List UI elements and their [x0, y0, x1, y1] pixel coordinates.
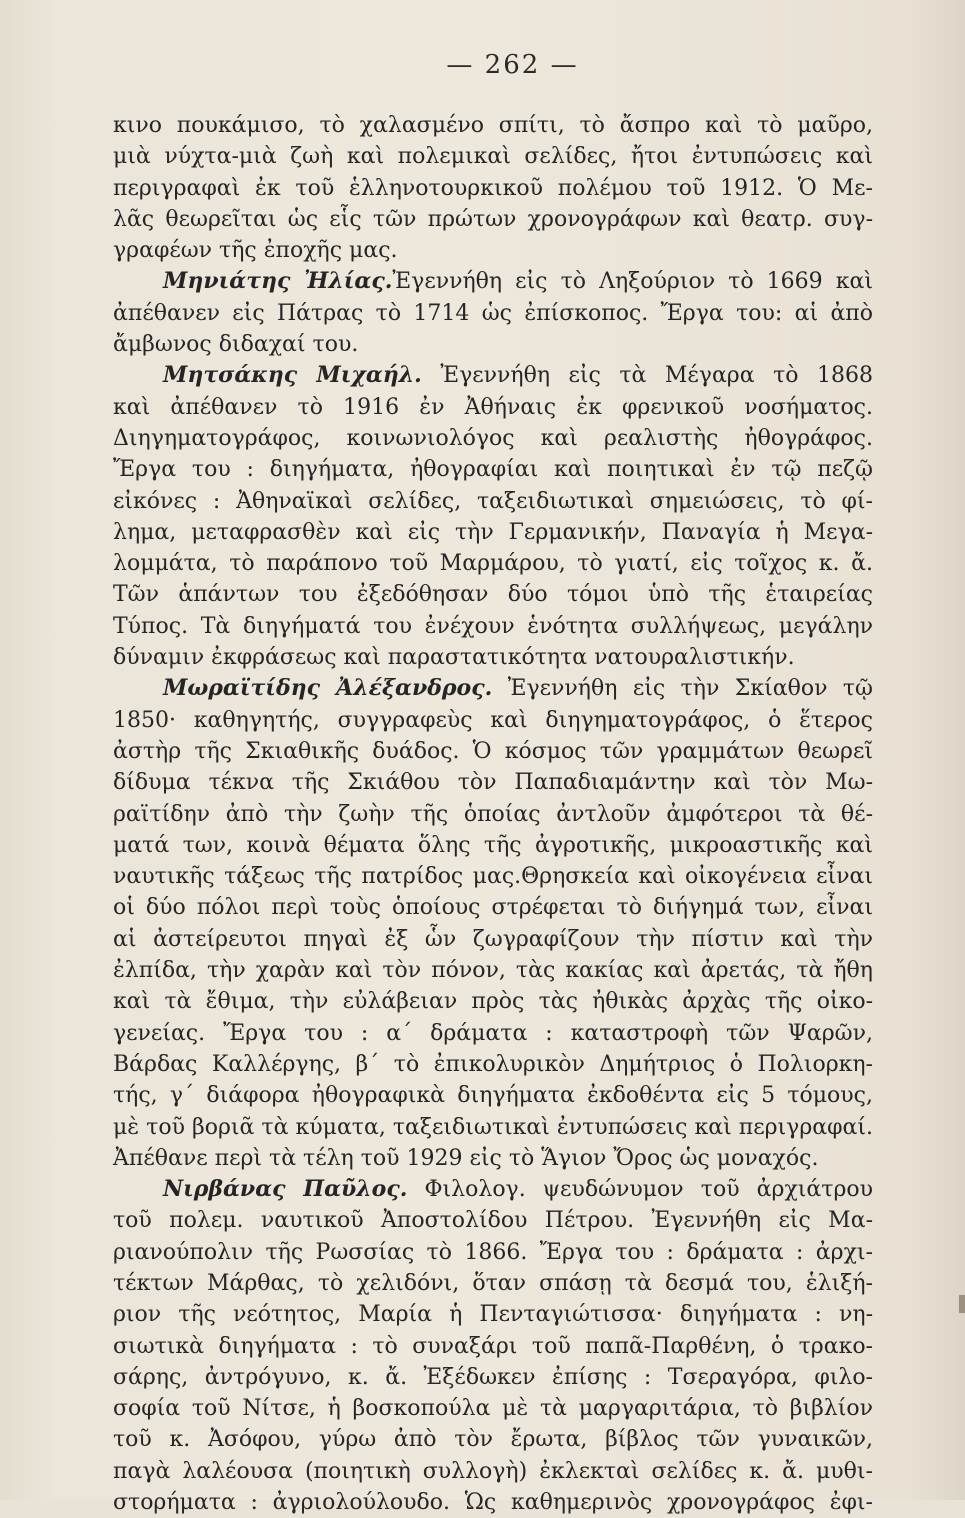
line-text: εἰκόνες : Ἀθηναϊκαὶ σελίδες, ταξειδιωτικαὶ σημειώσεις, τὸ φί-: [113, 488, 873, 514]
line-text: Ἐγεννήθη εἰς τὸ Ληξούριον τὸ 1669 καὶ: [392, 269, 873, 295]
text-line: [113, 1424, 873, 1455]
text-line: [113, 517, 873, 548]
line-text: λᾶς θεωρεῖται ὡς εἷς τῶν πρώτων χρονογράφων καὶ θεατρ. συγ-: [113, 206, 873, 232]
text-line: [113, 1205, 873, 1236]
line-text: μὲ τοῦ βοριᾶ τὰ κύματα, ταξειδιωτικαὶ ἐντυπώσεις καὶ περιγραφαί.: [113, 1114, 873, 1140]
line-text: οἱ δύο πόλοι περὶ τοὺς ὁποίους στρέφεται τὸ διήγημά των, εἶναι: [113, 895, 873, 921]
text-line: [113, 454, 873, 485]
text-line: [113, 392, 873, 423]
text-line: [113, 861, 873, 892]
text-line: [113, 266, 873, 297]
line-text: μιὰ νύχτα-μιὰ ζωὴ καὶ πολεμικαὶ σελίδες, ἤτοι ἐντυπώσεις καὶ: [113, 144, 873, 170]
entry-author-name: Νιρβάνας Παῦλος.: [163, 1176, 408, 1203]
line-text: ἀπέθανεν εἰς Πάτρας τὸ 1714 ὡς ἐπίσκοπος. Ἔργα του: αἱ ἀπὸ: [113, 300, 873, 326]
text-line: [113, 1362, 873, 1393]
text-line: [113, 1487, 873, 1518]
text-line: [113, 642, 873, 673]
text-line: [113, 486, 873, 517]
line-text: Ἔργα του : διηγήματα, ἠθογραφίαι καὶ ποιητικαὶ ἐν τῷ πεζῷ: [113, 457, 873, 483]
line-text: τοῦ κ. Ἀσόφου, γύρω ἀπὸ τὸν ἔρωτα, βίβλος τῶν γυναικῶν,: [113, 1427, 873, 1453]
line-text: τοῦ πολεμ. ναυτικοῦ Ἀποστολίδου Πέτρου. Ἐγεννήθη εἰς Μα-: [113, 1208, 873, 1234]
text-line: [113, 423, 873, 454]
text-line: [113, 1331, 873, 1362]
text-line: [113, 1049, 873, 1080]
line-text: ἄμβωνος διδαχαί του.: [113, 332, 359, 358]
text-line: [113, 1143, 873, 1174]
text-line: [113, 1393, 873, 1424]
line-text: δίδυμα τέκνα τῆς Σκιάθου τὸν Παπαδιαμάντην καὶ τὸν Μω-: [113, 770, 873, 796]
text-line: [113, 767, 873, 798]
line-text: ριανούπολιν τῆς Ρωσσίας τὸ 1866. Ἔργα του : δράματα : ἀρχι-: [113, 1239, 873, 1265]
text-line: [113, 173, 873, 204]
entry-author-name: Μηνιάτης Ἠλίας.: [163, 268, 393, 295]
text-line: [113, 673, 873, 704]
text-line: [113, 298, 873, 329]
line-text: ραϊτίδην ἀπὸ τὴν ζωὴν τῆς ὁποίας ἀντλοῦν ἀμφότεροι τὰ θέ-: [113, 801, 873, 827]
line-text: ναυτικῆς τάξεως τῆς πατρίδος μας.Θρησκεία καὶ οἰκογένεια εἶναι: [113, 864, 873, 890]
text-line: [113, 1174, 873, 1205]
line-text: ριον τῆς νεότητος, Μαρία ἡ Πενταγιώτισσα· διηγήματα : νη-: [113, 1302, 873, 1328]
line-text: περιγραφαὶ ἐκ τοῦ ἑλληνοτουρκικοῦ πολέμου τοῦ 1912. Ὁ Με-: [113, 175, 873, 201]
text-line: [113, 955, 873, 986]
line-text: σοφία τοῦ Νίτσε, ἡ βοσκοπούλα μὲ τὰ μαργαριτάρια, τὸ βιβλίον: [113, 1396, 873, 1422]
text-line: [113, 705, 873, 736]
page-number: — 262 —: [446, 50, 579, 80]
line-text: ἐλπίδα, τὴν χαρὰν καὶ τὸν πόνον, τὰς κακίας καὶ ἀρετάς, τὰ ἤθη: [113, 958, 873, 984]
text-line: [113, 986, 873, 1017]
line-text: παγὰ λαλέουσα (ποιητικὴ συλλογὴ) ἐκλεκταὶ σελίδες κ. ἄ. μυθι-: [113, 1458, 873, 1484]
body-text: [113, 110, 873, 1518]
text-line: [113, 548, 873, 579]
text-line: [113, 892, 873, 923]
line-text: σάρης, ἀντρόγυνο, κ. ἄ. Ἐξέδωκεν ἐπίσης : Τσεραγόρα, φιλο-: [113, 1364, 873, 1390]
line-text: τής, γ΄ διάφορα ἠθογραφικὰ διηγήματα ἐκδοθέντα εἰς 5 τόμους,: [113, 1083, 873, 1109]
text-line: [113, 579, 873, 610]
page-edge-mark: [959, 1295, 965, 1313]
text-line: [113, 924, 873, 955]
entry-author-name: Μωραϊτίδης Ἀλέξανδρος.: [163, 675, 493, 702]
text-line: [113, 1237, 873, 1268]
text-line: [113, 830, 873, 861]
entry-author-name: Μητσάκης Μιχαήλ.: [163, 362, 422, 389]
line-text: Ἀπέθανε περὶ τὰ τέλη τοῦ 1929 εἰς τὸ Ἅγιον Ὄρος ὡς μοναχός.: [113, 1145, 819, 1171]
text-line: [113, 799, 873, 830]
line-text: γραφέων τῆς ἐποχῆς μας.: [113, 238, 398, 264]
text-line: [113, 204, 873, 235]
text-line: [113, 1299, 873, 1330]
line-text: 1850· καθηγητής, συγγραφεὺς καὶ διηγηματογράφος, ὁ ἕτερος: [113, 707, 873, 733]
text-line: [113, 110, 873, 141]
line-text: ἀστὴρ τῆς Σκιαθικῆς δυάδος. Ὁ κόσμος τῶν γραμμάτων θεωρεῖ: [113, 738, 873, 764]
line-text: καὶ ἀπέθανεν τὸ 1916 ἐν Ἀθήναις ἐκ φρενικοῦ νοσήματος.: [113, 394, 873, 420]
line-text: δύναμιν ἐκφράσεως καὶ παραστατικότητα νατουραλιστικήν.: [113, 645, 795, 671]
text-line: [113, 329, 873, 360]
line-text: ματά των, κοινὰ θέματα ὅλης τῆς ἀγροτικῆς, μικροαστικῆς καὶ: [113, 832, 873, 858]
text-line: [113, 1080, 873, 1111]
line-text: κινο πουκάμισο, τὸ χαλασμένο σπίτι, τὸ ἄσπρο καὶ τὸ μαῦρο,: [113, 113, 873, 138]
line-text: Βάρδας Καλλέργης, β΄ τὸ ἐπικολυρικὸν Δημήτριος ὁ Πολιορκη-: [113, 1051, 873, 1077]
text-line: [113, 1268, 873, 1299]
line-text: γενείας. Ἔργα του : α΄ δράματα : καταστροφὴ τῶν Ψαρῶν,: [113, 1020, 873, 1046]
line-text: Ἐγεννήθη εἰς τὴν Σκίαθον τῷ: [492, 676, 873, 702]
line-text: τέκτων Μάρθας, τὸ χελιδόνι, ὅταν σπάσῃ τὰ δεσμά του, ἑλιξή-: [113, 1270, 873, 1296]
text-line: [113, 611, 873, 642]
text-line: [113, 360, 873, 391]
line-text: σιωτικὰ διηγήματα : τὸ συναξάρι τοῦ παπᾶ-Παρθένη, ὁ τρακο-: [113, 1333, 873, 1359]
line-text: στορήματα : ἀγριολούλουδο. Ὡς καθημερινὸς χρονογράφος ἐφι-: [113, 1490, 873, 1516]
line-text: αἱ ἀστείρευτοι πηγαὶ ἐξ ὧν ζωγραφίζουν τὴν πίστιν καὶ τὴν: [113, 926, 873, 952]
text-line: [113, 1018, 873, 1049]
line-text: λημα, μεταφρασθὲν καὶ εἰς τὴν Γερμανικήν, Παναγία ἡ Μεγα-: [113, 519, 873, 545]
line-text: Τῶν ἁπάντων του ἐξεδόθησαν δύο τόμοι ὑπὸ τῆς ἑταιρείας: [113, 582, 873, 608]
text-line: [113, 1112, 873, 1143]
text-line: [113, 235, 873, 266]
line-text: καὶ τὰ ἔθιμα, τὴν εὐλάβειαν πρὸς τὰς ἠθικὰς ἀρχὰς τῆς οἰκο-: [113, 989, 873, 1015]
line-text: λομμάτα, τὸ παράπονο τοῦ Μαρμάρου, τὸ γιατί, εἰς τοῖχος κ. ἄ.: [113, 551, 873, 577]
line-text: Φιλολογ. ψευδώνυμον τοῦ ἀρχιάτρου: [407, 1177, 873, 1203]
line-text: Τύπος. Τὰ διηγήματά του ἐνέχουν ἑνότητα συλλήψεως, μεγάλην: [113, 613, 873, 639]
line-text: Ἐγεννήθη εἰς τὰ Μέγαρα τὸ 1868: [421, 363, 873, 389]
text-line: [113, 141, 873, 172]
text-line: [113, 736, 873, 767]
text-line: [113, 1456, 873, 1487]
line-text: Διηγηματογράφος, κοινωνιολόγος καὶ ρεαλιστὴς ἠθογράφος.: [113, 425, 873, 451]
